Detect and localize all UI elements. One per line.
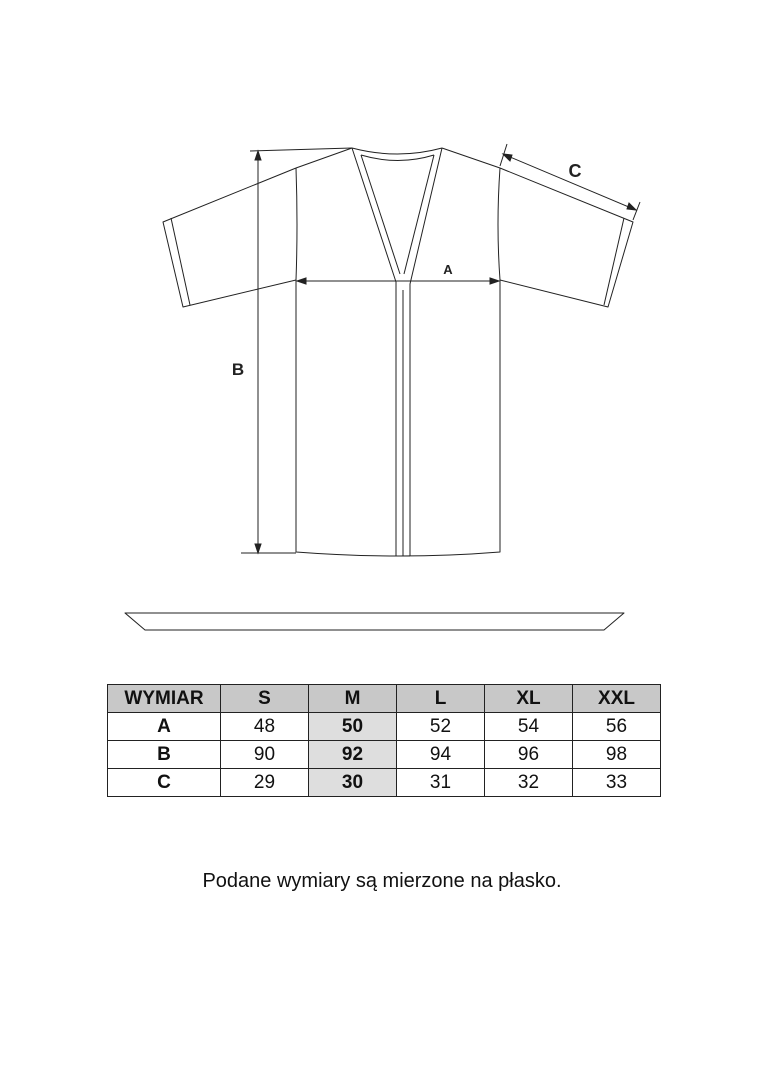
dimension-c-ext-right bbox=[633, 202, 640, 220]
table-cell: 56 bbox=[573, 713, 661, 741]
dimension-c-label: C bbox=[568, 161, 582, 181]
left-shoulder bbox=[296, 148, 352, 168]
table-cell: 31 bbox=[397, 769, 485, 797]
table-row bbox=[108, 713, 661, 741]
table-cell: 94 bbox=[397, 741, 485, 769]
left-lapel-inner bbox=[361, 155, 400, 274]
dimension-b-arrow-top bbox=[255, 151, 261, 160]
left-sleeve bbox=[163, 168, 296, 307]
body-outline bbox=[296, 168, 500, 556]
table-cell-highlighted: 50 bbox=[309, 713, 397, 741]
header-cell-l: L bbox=[397, 685, 485, 713]
dimension-b-top-ext bbox=[250, 148, 352, 151]
table-cell: 32 bbox=[485, 769, 573, 797]
header-cell-xl: XL bbox=[485, 685, 573, 713]
size-table bbox=[107, 684, 661, 797]
belt bbox=[125, 613, 624, 630]
dimension-b-arrow-bottom bbox=[255, 544, 261, 553]
row-label: A bbox=[108, 713, 221, 741]
table-header-row bbox=[108, 685, 661, 713]
right-sleeve bbox=[500, 168, 633, 307]
table-row bbox=[108, 769, 661, 797]
left-cuff bbox=[171, 218, 190, 305]
dimension-c-arrow-right bbox=[627, 203, 636, 210]
measurement-note: Podane wymiary są mierzone na płasko. bbox=[202, 870, 562, 892]
table-cell: 29 bbox=[221, 769, 309, 797]
dimension-b-label: B bbox=[231, 360, 245, 379]
table-cell-highlighted: 92 bbox=[309, 741, 397, 769]
table-cell: 48 bbox=[221, 713, 309, 741]
header-cell-wymiar: WYMIAR bbox=[108, 685, 221, 713]
header-cell-xxl: XXL bbox=[573, 685, 661, 713]
table-cell-highlighted: 30 bbox=[309, 769, 397, 797]
table-cell: 54 bbox=[485, 713, 573, 741]
back-neckline bbox=[352, 148, 442, 154]
header-cell-s: S bbox=[221, 685, 309, 713]
header-cell-m: M bbox=[309, 685, 397, 713]
table-cell: 33 bbox=[573, 769, 661, 797]
row-label: B bbox=[108, 741, 221, 769]
inner-neckline bbox=[361, 155, 434, 161]
table-cell: 52 bbox=[397, 713, 485, 741]
right-lapel-inner bbox=[404, 155, 434, 274]
dimension-a-label: A bbox=[443, 262, 453, 277]
row-label: C bbox=[108, 769, 221, 797]
table-cell: 96 bbox=[485, 741, 573, 769]
right-lapel-outer bbox=[410, 148, 442, 556]
right-shoulder bbox=[442, 148, 500, 168]
table-row bbox=[108, 741, 661, 769]
dimension-a-arrow-left bbox=[297, 278, 306, 284]
table-cell: 98 bbox=[573, 741, 661, 769]
table-cell: 90 bbox=[221, 741, 309, 769]
dimension-a-arrow-right bbox=[490, 278, 499, 284]
dimension-c-arrow-left bbox=[503, 154, 512, 161]
left-lapel-outer bbox=[352, 148, 396, 556]
